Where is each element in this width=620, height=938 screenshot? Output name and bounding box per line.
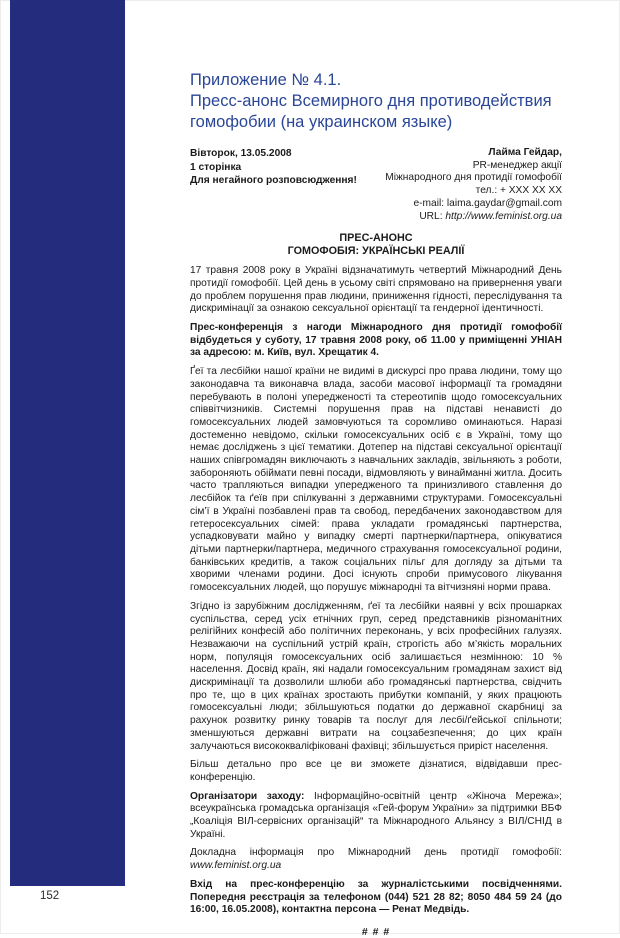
appendix-title xyxy=(190,70,562,133)
end-marks: # # # xyxy=(361,925,391,938)
title-line-1: Приложение № 4.1. xyxy=(190,71,342,89)
contact-role: PR-менеджер акції xyxy=(472,159,562,171)
left-color-band xyxy=(10,0,125,886)
paragraph-organizers xyxy=(190,791,562,842)
title-line-3: гомофобии (на украинском языке) xyxy=(190,113,453,131)
contact-url-line xyxy=(385,211,562,224)
page-content xyxy=(190,70,563,938)
contact-name: Лайма Гейдар, xyxy=(488,147,562,158)
paragraph-info-url xyxy=(190,847,562,872)
organizers-label: Організатори заходу: xyxy=(190,790,305,802)
release-meta xyxy=(190,147,357,188)
announce-heading-line-2: ГОМОФОБІЯ: УКРАЇНСЬКІ РЕАЛІЇ xyxy=(287,245,465,258)
contact-block xyxy=(385,147,562,223)
contact-phone: тел.: + XXX XX XX xyxy=(475,185,562,197)
title-line-2: Пресс-анонс Всемирного дня противодействия xyxy=(190,92,552,110)
paragraph-entry-registration: Вхід на прес-конференцію за журналістськими посвідченнями. Попередня реєстрація за телефоном (044) 521 28 82; 8050 484 59 24 (до 16:00, 16.05.2008), контактна персона — Ренат Медвідь. xyxy=(190,878,562,916)
paragraph-event-details: Прес-конференція з нагоди Міжнародного дня протидії гомофобії відбудеться у суботу, 17 травня 2008 року, об 11.00 у приміщенні УНІАН за адресою: м. Київ, вул. Хрещатик 4. xyxy=(190,322,562,359)
release-note: Для негайного розповсюдження! xyxy=(190,175,357,186)
paragraph-situation: Ґеї та лесбійки нашої країни не видимі в дискурсі про права людини, тому що законодавча та виконавча влада, засоби масової інформації та громадяни перебувають в полоні упередженості та стереотипів щодо гомосексуальних співвітчизників. Системні порушення прав на підставі ненависті до гомосексуальних людей замовчуються та соромливо оминаються. Наразі достеменно невідомо, скільки гомосексуальних осіб є в Україні, тому що немає досліджень з цієї тематики. Дотепер на підставі сексуальної орієнтації наших співгромадян виключають з навчальних закладів, звільняють з роботи, забороняють обіймати певні посади, відмовляють у винайманні житла. Досить часто трапляються випадки упередженого та принизливого ставлення до лесбійок та ґеїв при спілкуванні з державними структурами. Гомосексуальні сім’ї в Україні позбавлені прав та свобод, передбачених законодавством для гетеросексуальних сімей: права укладати громадянські партнерства, успадковувати майно у випадку смерті партнерки/партнера, опікуватися дітьми партнерки/партнера, медичного страхування гомосексуальної родини, банківських кредитів, а також соціальних пільг для догляду за дітьми та хворими членами родини. Досі існують спроби примусового лікування гомосексуальних людей, що порушує міжнародні та вітчизняні норми права. xyxy=(190,366,563,594)
info-url: www.feminist.org.ua xyxy=(190,860,282,872)
contact-org: Міжнародного дня протидії гомофобії xyxy=(385,172,562,184)
organizers-text: Інформаційно-освітній центр «Жіноча Мережа»; всеукраїнська громадська організація «Гей-форум України» за підтримки ВБФ „Коаліція ВІЛ-сервісних організацій“ та Міжнародного Альянсу з ВІЛ/СНІД в Україні. xyxy=(190,790,563,840)
announce-heading xyxy=(190,232,562,258)
paragraph-more-info: Більш детально про все це ви зможете дізнатися, відвідавши прес-конференцію. xyxy=(190,759,562,783)
contact-url-label: URL: xyxy=(419,210,446,222)
paragraph-research: Згідно із зарубіжним дослідженням, ґеї та лесбійки наявні у всіх прошарках суспільства, серед усіх етнічних груп, серед представників різноманітних релігійних конфесій або політичних переконань, у всіх професійних галузях. Незважаючи на суспільний устрій країн, строгість або м’якість моральних норм, популяція гомосексуальних осіб залишається незмінною: 10 % населення. Досвід країн, які надали гомосексуальним громадянам захист від дискримінації та дозволили шлюби або громадянські партнерства, свідчить про те, що в цих країнах зростають прибутки компаній, у яких працюють гомосексуальні люди; збільшуються податки до державної скарбниці за рахунок розвитку ринку товарів та послуг для лесбі/ґейської спільноти; зменшуються державні витрати на соцзабезпечення; до цих країн залучаються висококваліфіковані фахівці; збільшується приріст населення. xyxy=(190,600,562,752)
release-date: Вівторок, 13.05.2008 xyxy=(190,148,292,159)
paragraph-intro: 17 травня 2008 року в Україні відзначатимуть четвертий Міжнародний День протидії гомофобії. Цей день в усьому світі спрямовано на привернення уваги до проблем порушення прав людини, приниження гідності, переслідування та дискримінації за ознакою сексуальної орієнтації та гендерної ідентичності. xyxy=(190,265,562,315)
page-number: 152 xyxy=(40,890,60,902)
contact-url: http://www.feminist.org.ua xyxy=(445,210,562,222)
info-url-text: Докладна інформація про Міжнародний день протидії гомофобії: xyxy=(190,847,562,859)
press-release-header xyxy=(190,147,562,223)
contact-email: e-mail: laima.gaydar@gmail.com xyxy=(413,197,562,209)
announce-heading-line-1: ПРЕС-АНОНС xyxy=(339,232,413,245)
release-pages: 1 сторінка xyxy=(190,161,242,173)
